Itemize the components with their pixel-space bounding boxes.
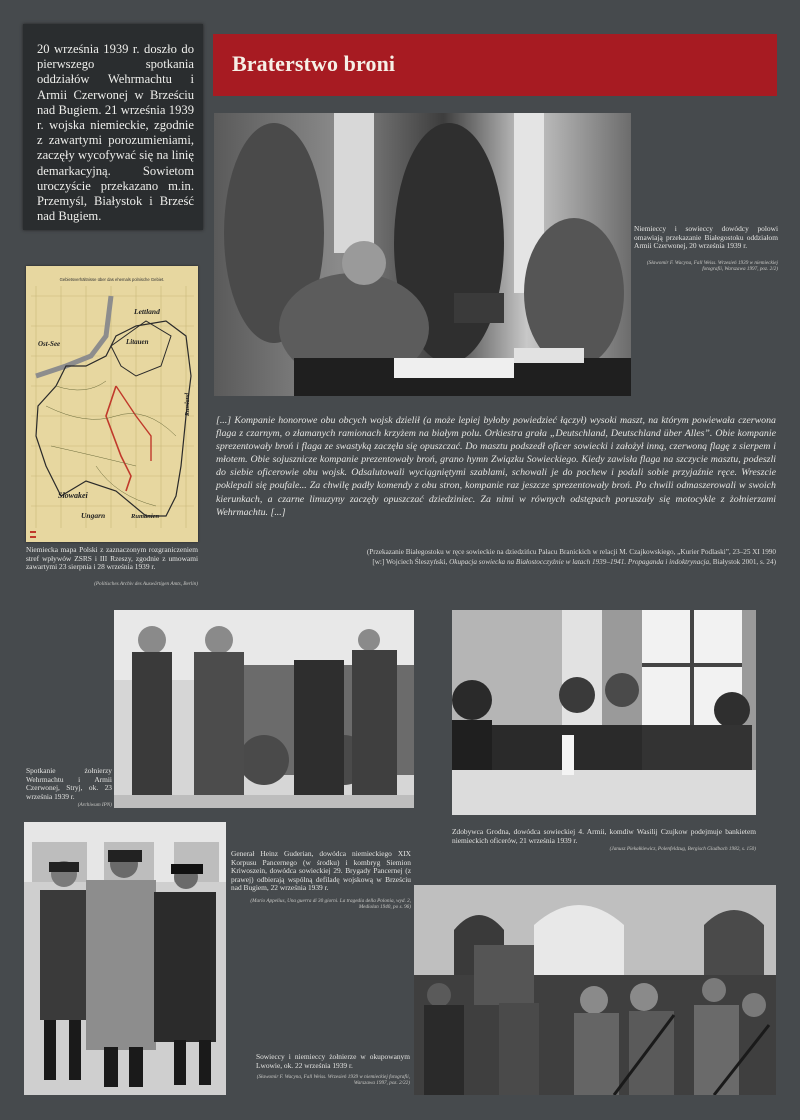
map-label-russland: Russland <box>185 392 191 416</box>
intro-text-box <box>23 24 203 230</box>
photo-soldiers-lwow <box>414 885 776 1095</box>
citation-title: Okupacja sowiecka na Białostocczyźnie w latach 1939–1941. Propaganda i indoktrynacja <box>449 558 710 566</box>
map-image <box>26 266 198 542</box>
map-label-rumaenien: Rumänien <box>131 513 160 520</box>
map-drawing <box>26 266 198 542</box>
photo3-caption: Zdobywca Grodna, dowódca sowieckiej 4. Armii, komdiw Wasilij Czujkow podejmuje bankietem niemieckich oficerów, 21 września 1939 r. <box>452 827 756 845</box>
quote-text: [...] Kompanie honorowe obu obcych wojsk dzielił (a może lepiej byłoby powiedzieć łączył) wysoki maszt, na którym powiewała czerwona flaga z czarnym, o złamanych ramionach krzyżem na białym polu. Orkiestra grała „Deutschland, Deutschland über Alles”. Obie kompanie sprezentowały broń i flaga ze swastyką zaczęła się opuszczać. Do masztu podszedł oficer sowiecki i założył inną, czerwoną flagę z sierpem i młotem. Obie sojusznicze kompanie prezentowały broń, grano hymn Związku Sowieckiego. Kiedy zawisła flaga na szczycie masztu, podeszli do siebie oficerowie obu wojsk. Odsalutowali wyciągniętymi szablami, schowali je do pochew i podali sobie przyjaźnie ręce. Wreszcie poklepali się poufale... Za chwilę padły komendy z obu stron, kompanie raz jeszcze sprezentowały broń. Po chwili odmaszerowali w swoich kierunkach, a czarne limuzyny zaczęły opuszczać dziedziniec. Za nimi w równych odstępach poruszały się motocykle z żołnierzami Wehrmachtu. [...] <box>216 415 776 518</box>
photo3-source: (Janusz Piekałkiewicz, Polenfeldzug, Bergisch Gladbach 1982, s. 150) <box>609 846 756 852</box>
photo-soldiers-stryj <box>114 610 414 808</box>
title-bar <box>213 34 777 96</box>
photo1-source: (Sławomir F. Wacyna, Fall Weiss. Wrzesień 1939 w niemieckiej fotografii, Warszawa 1997, poz. 2/2) <box>646 260 778 273</box>
page-title: Braterstwo broni <box>232 51 396 76</box>
map-label-ostsee: Ost-See <box>38 340 61 348</box>
map-label-slowakei: Slowakei <box>58 491 88 500</box>
photo4-source: (Mario Appelius, Una guerra di 30 giorni. La tragedia della Polonia, wyd. 2, Mediolan 1940, po s. 96) <box>250 898 411 911</box>
photo5-caption: Sowieccy i niemieccy żołnierze w okupowanym Lwowie, ok. 22 września 1939 r. <box>256 1052 410 1070</box>
photo4-caption: Generał Heinz Guderian, dowódca niemieckiego XIX Korpusu Pancernego (w środku) i kombryg Siemion Kriwoszein, dowódca sowieckiej 29. Brygady Pancernej (z prawej) odbierają wspólną defiladę wojskową w Brześciu nad Bugiem, 22 września 1939 r. <box>231 849 411 893</box>
map-label-lettland: Lettland <box>134 307 160 316</box>
citation-prefix: [w:] Wojciech Śleszyński, <box>372 558 450 566</box>
intro-text: 20 września 1939 r. doszło do pierwszego spotkania oddziałów Wehrmachtu i Armii Czerwonej w Brześciu nad Bugiem. 21 września 1939 r. wojska niemieckie, zgodnie z zawartymi porozumieniami, zaczęły wycofywać się na linię demarkacyjną. Sowietom uroczyście przekazano m.in. Przemyśl, Białystok i Brześć nad Bugiem. <box>37 42 194 224</box>
photo-banquet-grodno <box>452 610 756 815</box>
map-caption: Niemiecka mapa Polski z zaznaczonym rozgraniczeniem stref wpływów ZSRS i III Rzeszy, zgodnie z umowami zawartymi 23 sierpnia i 28 września 1939 r. <box>26 545 198 572</box>
photo-guderian-krivoshein <box>24 822 226 1095</box>
map-source: (Politisches Archiv des Auswärtigen Amts, Berlin) <box>94 581 198 587</box>
citation-line-1: (Przekazanie Białegostoku w ręce sowieckie na dziedzińcu Pałacu Branickich w relacji M. Czajkowskiego, „Kurier Podlaski”, 23–25 XI 1990 <box>366 548 776 556</box>
map-header: Gebietsverhältnisse über das ehemals polnische Gebiet. <box>59 277 165 282</box>
citation-line-2 <box>216 557 776 567</box>
map-label-ungarn: Ungarn <box>81 511 106 520</box>
citation <box>216 547 776 567</box>
photo-commanders-negotiating <box>214 113 631 396</box>
photo2-caption: Spotkanie żołnierzy Wehrmachtu i Armii Czerwonej, Stryj, ok. 23 września 1939 r. <box>26 766 112 801</box>
photo1-caption: Niemieccy i sowieccy dowódcy polowi omawiają przekazanie Białegostoku oddziałom Armii Czerwonej, 20 września 1939 r. <box>634 224 778 251</box>
photo5-source: (Sławomir F. Wacyna, Fall Weiss. Wrzesień 1939 w niemieckiej fotografii, Warszawa 1997, poz. 2/22) <box>256 1074 410 1087</box>
photo2-source: (Archiwum IPN) <box>77 802 112 808</box>
citation-suffix: , Białystok 2001, s. 24) <box>709 558 776 566</box>
map-label-litauen: Litauen <box>126 338 149 346</box>
